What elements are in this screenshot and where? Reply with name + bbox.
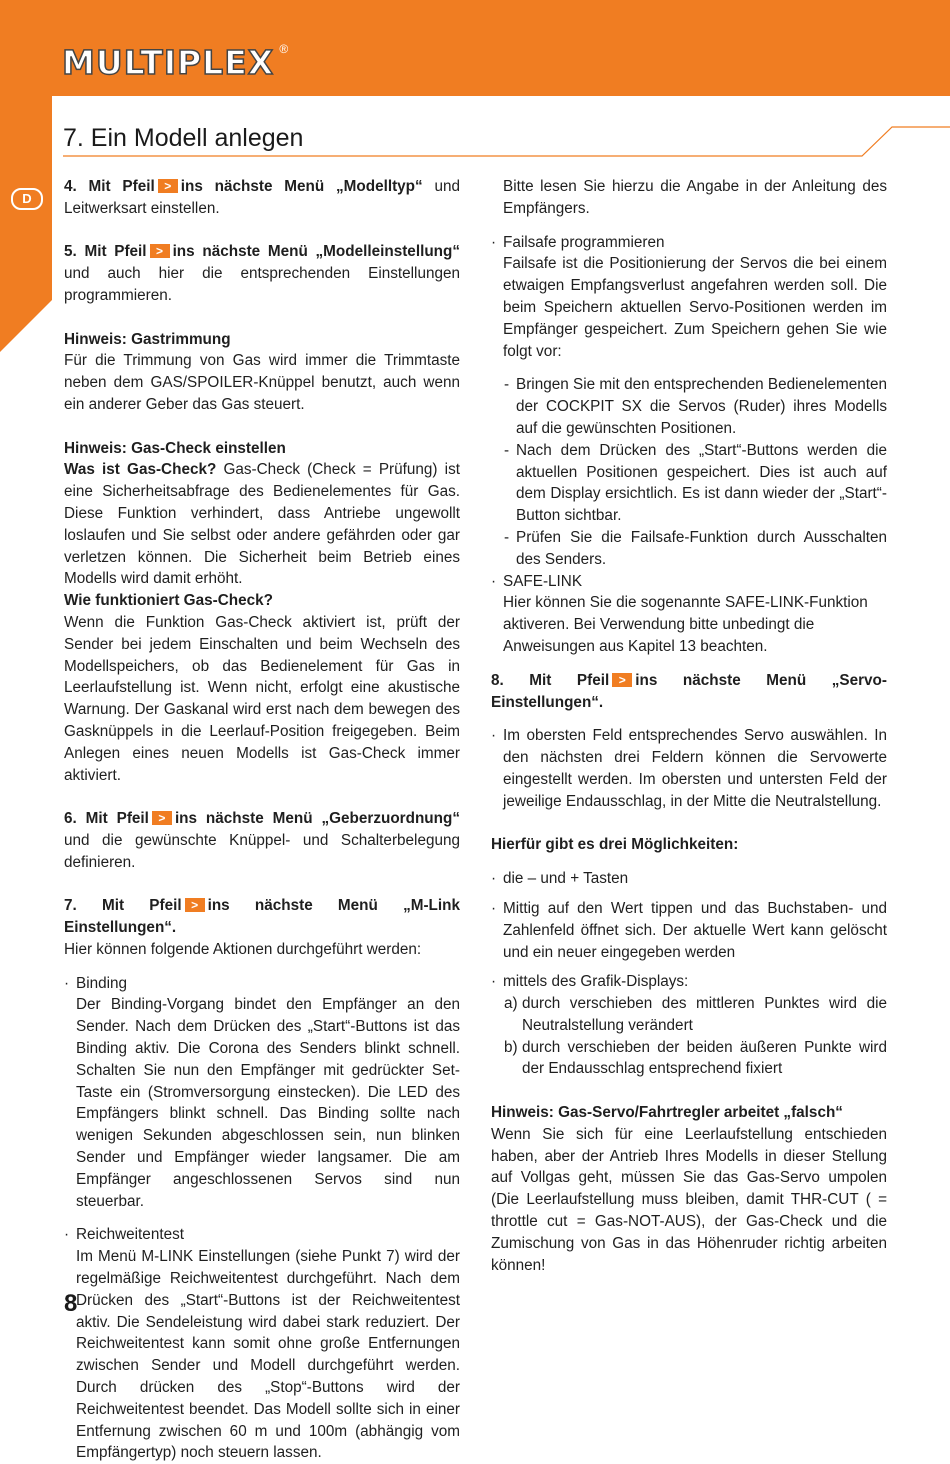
step-4-text: und Leitwerksart einstellen. (64, 178, 460, 217)
gas-trim-heading: Hinweis: Gastrimmung (64, 330, 231, 348)
failsafe-item (491, 232, 887, 363)
failsafe-step-2: - Nach dem Drücken des „Start“-Buttons werden die aktuellen Positionen gespeichert. Dies ist auch auf dem Display ersichtlich. Es ist dann wieder der „Start“-Button sichtbar. (491, 440, 887, 527)
arrow-icon: > (612, 673, 632, 687)
arrow-icon: > (152, 811, 172, 825)
step-6 (64, 808, 460, 873)
step-4-menu: ins nächste Menü „Modelltyp“ (180, 178, 423, 195)
step-5-label: 5. Mit Pfeil (64, 243, 147, 261)
servo-hint-text: Wenn Sie sich für eine Leerlaufstellung entschieden haben, aber der Antrieb Ihres Modells in dieser Stellung auf Vollgas geht, müssen Sie das Gas-Servo umpolen (Die Leerlaufstellung muss bleiben, damit THR-CUT ( = throttle cut = Gas-NOT-AUS), der Gas-Check und die Zumischung von Gas in das Höhenruder richtig arbeiten können! (491, 1125, 887, 1274)
safe-link-item (491, 571, 887, 658)
step-7 (64, 895, 460, 939)
title-underline (0, 0, 100, 40)
binding-text: Der Binding-Vorgang bindet den Empfänger an den Sender. Nach dem Drücken des „Start“-Buttons ist das Binding aktiv. Die Corona des Senders blinkt schnell. Schalten Sie nun den Empfänger mit gedrückter Set-Taste ein (Stromversorgung einstecken). Die LED des Empfängers blinkt schnell. Das Binding sollte nach wenigen Sekunden abgeschlossen sein, nun blinken Sender und Empfänger wieder langsamer. Die am Empfänger angeschlossenen Servos sind nun steuerbar. (76, 996, 460, 1210)
step-7-menu: ins nächste Menü „M-Link Einstellungen“. (64, 897, 460, 937)
side-accent-shape (0, 0, 52, 360)
step-8-label: 8. Mit Pfeil (491, 671, 610, 689)
step-5-menu: ins nächste Menü „Modelleinstellung“ (172, 243, 460, 261)
binding-item (64, 973, 460, 1213)
step-6-label: 6. Mit Pfeil (64, 810, 149, 828)
gas-check-heading: Hinweis: Gas-Check einstellen (64, 439, 286, 457)
servo-hint-heading: Hinweis: Gas-Servo/Fahrtregler arbeitet „falsch“ (491, 1104, 843, 1122)
binding-heading: · Binding (76, 974, 128, 992)
options-heading: Hierfür gibt es drei Möglichkeiten: (491, 836, 739, 854)
step-5 (64, 241, 460, 306)
multiplex-logo (62, 42, 289, 82)
safe-link-heading: · SAFE-LINK (503, 572, 583, 590)
range-test-item (64, 1224, 460, 1464)
page-number: 8 (64, 1290, 78, 1317)
step-4-label: 4. Mit Pfeil (64, 178, 155, 195)
option-2: · Mittig auf den Wert tippen und das Buchstaben- und Zahlenfeld öffnet sich. Der aktuelle Wert kann gelöscht und ein neuer eingegeben werden (491, 898, 887, 963)
language-badge: D (11, 188, 43, 210)
gas-check-answer-1: Gas-Check (Check = Prüfung) ist eine Sicherheitsabfrage des Bedienelementes für Gas. Diese Funktion verhindert, dass Antriebe ungewollt loslaufen und Sie selbst oder andere gefährden oder gar verletzen können. Die Sicherheit beim Betrieb eines Modells wird damit erhöht. (64, 461, 460, 588)
option-3a-label: a) (504, 995, 518, 1013)
option-3b-label: b) (504, 1038, 518, 1056)
arrow-icon: > (158, 179, 178, 193)
right-column (491, 176, 887, 1276)
range-test-heading: · Reichweitentest (76, 1226, 184, 1244)
step-7-text: Hier können folgende Aktionen durchgeführt werden: (64, 940, 422, 958)
step-6-text: und die gewünschte Knüppel- und Schalterbelegung definieren. (64, 831, 460, 871)
gas-trim-text: Für die Trimmung von Gas wird immer die Trimmtaste neben dem GAS/SPOILER-Knüppel benutzt, auch wenn ein anderer Geber das Gas steuert. (64, 352, 460, 413)
arrow-icon: > (185, 898, 205, 912)
option-3: · mittels des Grafik-Displays: (491, 971, 887, 993)
receiver-note: Bitte lesen Sie hierzu die Angabe in der Anleitung des Empfängers. (503, 178, 887, 217)
failsafe-heading: · Failsafe programmieren (503, 233, 665, 251)
header-bar (0, 0, 950, 96)
gas-check-answer-2: Wenn die Funktion Gas-Check aktiviert ist, prüft der Sender bei jedem Einschalten und beim Wechseln des Modellspeichers, ob das Bedienelement für Gas in Leerlaufstellung ist. Wenn nicht, erfolgt eine akustische Warnung. Der Gaskanal wird erst nach dem bewegen des Gasknüppels in die Leerlauf-Position freigegeben. Beim Anlegen eines neuen Modells ist Gas-Check immer aktiviert. (64, 613, 460, 784)
arrow-icon: > (150, 244, 170, 258)
safe-link-text: Hier können Sie die sogenannte SAFE-LINK-Funktion aktiveren. Bei Verwendung bitte unbedingt die Anweisungen aus Kapitel 13 beachten. (503, 594, 868, 655)
step-5-text: und auch hier die entsprechenden Einstellungen programmieren. (64, 265, 460, 304)
logo-text: MULTIPLEX (62, 43, 275, 82)
step-8-menu: ins nächste Menü „Servo-Einstellungen“. (491, 671, 887, 711)
page-title: 7. Ein Modell anlegen (63, 124, 304, 152)
registered-mark: ® (279, 42, 289, 56)
option-3a (491, 993, 887, 1037)
failsafe-text: Failsafe ist die Positionierung der Servos die bei einem etwaigen Empfangsverlust angefahren werden soll. Die beim Speichern aktuellen Servo-Positionen werden im Empfänger gespeichert. Zum Speichern gehen Sie wie folgt vor: (503, 255, 887, 360)
failsafe-step-3: - Prüfen Sie die Failsafe-Funktion durch Ausschalten des Senders. (491, 527, 887, 571)
step-7-label: 7. Mit Pfeil (64, 897, 182, 915)
step-4 (64, 176, 460, 220)
option-3b-text: durch verschieben der beiden äußeren Punkte wird der Endausschlag entsprechend fixiert (522, 1038, 887, 1078)
failsafe-step-1: - Bringen Sie mit den entsprechenden Bedienelementen der COCKPIT SX die Servos (Ruder) ihres Modells auf die gewünschten Positionen. (491, 374, 887, 439)
option-1: · die – und + Tasten (491, 868, 887, 890)
servo-select-text: · Im obersten Feld entsprechendes Servo auswählen. In den nächsten drei Feldern können die Servowerte eingestellt werden. Im obersten und untersten Feld der jeweilige Endausschlag, in der Mitte die Neutralstellung. (491, 725, 887, 812)
gas-check-question-1: Was ist Gas-Check? (64, 461, 217, 479)
gas-check-what (64, 459, 460, 590)
step-6-menu: ins nächste Menü „Geberzuordnung“ (174, 810, 460, 828)
gas-check-question-2: Wie funktioniert Gas-Check? (64, 592, 273, 610)
range-test-text: Im Menü M-LINK Einstellungen (siehe Punkt 7) wird der regelmäßige Reichweitentest durchgeführt. Nach dem Drücken des „Start“-Buttons ist der Reichweitentest aktiv. Die Sendeleistung wird dabei stark reduziert. Der Reichweitentest kann somit ohne große Entfernungen zwischen Sender und Modell durchgeführt werden. Durch drücken des „Stop“-Buttons wird der Reichweitentest beendet. Das Modell sollte sich in einer Entfernung zwischen 60 m und 100m (abhängig vom Empfängertyp) noch steuern lassen. (76, 1248, 460, 1462)
step-8 (491, 670, 887, 714)
option-3b (491, 1037, 887, 1081)
option-3a-text: durch verschieben des mittleren Punktes wird die Neutralstellung verändert (522, 995, 887, 1034)
left-column (64, 176, 460, 1464)
